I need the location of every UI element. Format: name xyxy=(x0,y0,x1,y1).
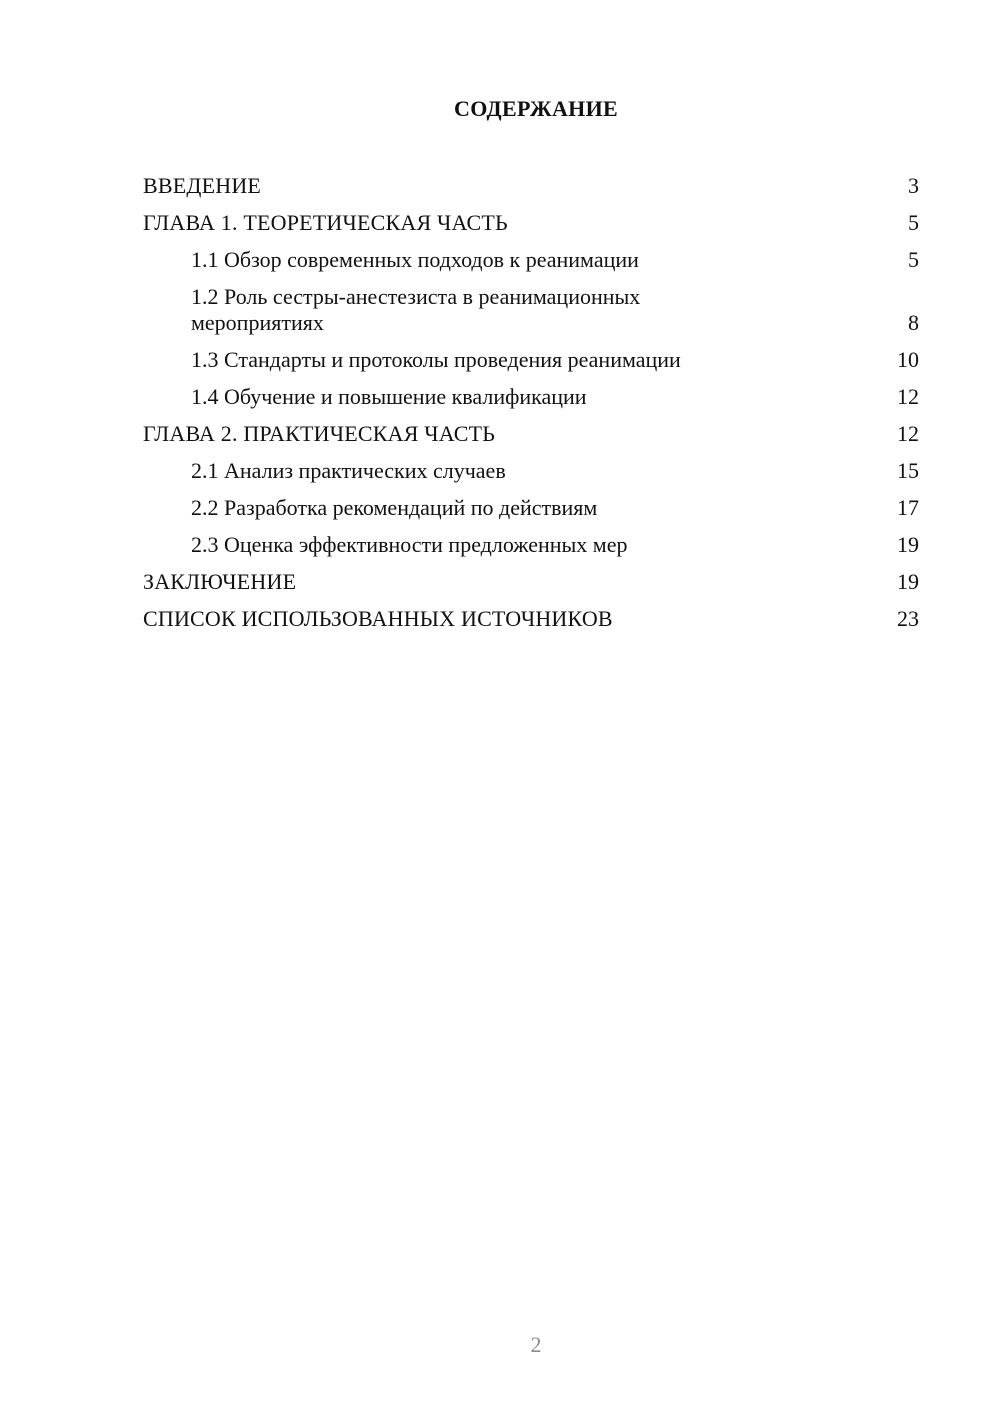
toc-entry-section-2-1 xyxy=(143,453,919,490)
toc-entry-page: 17 xyxy=(897,495,919,520)
table-of-contents xyxy=(143,168,919,638)
toc-entry-page: 8 xyxy=(908,310,919,335)
toc-entry-page: 19 xyxy=(897,532,919,557)
toc-entry-page: 12 xyxy=(897,384,919,409)
toc-entry-page: 15 xyxy=(897,458,919,483)
toc-entry-label: 1.3 Стандарты и протоколы проведения реанимации xyxy=(191,347,681,372)
toc-entry-chapter-1 xyxy=(143,205,919,242)
toc-entry-label: ГЛАВА 1. ТЕОРЕТИЧЕСКАЯ ЧАСТЬ xyxy=(143,210,508,235)
toc-entry-label: ВВЕДЕНИЕ xyxy=(143,173,262,198)
toc-entry-label: ЗАКЛЮЧЕНИЕ xyxy=(143,569,297,594)
toc-entry-introduction xyxy=(143,168,919,205)
toc-entry-label: 1.2 Роль сестры-анестезиста в реанимационных мероприятиях xyxy=(191,284,641,335)
toc-entry-label: 1.4 Обучение и повышение квалификации xyxy=(191,384,587,409)
toc-title: СОДЕРЖАНИЕ xyxy=(454,96,618,121)
toc-entry-label: 2.2 Разработка рекомендаций по действиям xyxy=(191,495,598,520)
toc-entry-section-1-2 xyxy=(143,279,919,342)
toc-entry-section-2-3 xyxy=(143,527,919,564)
toc-entry-section-1-3 xyxy=(143,342,919,379)
toc-entry-page: 5 xyxy=(908,210,919,235)
toc-entry-references xyxy=(143,601,919,638)
toc-entry-page: 10 xyxy=(897,347,919,372)
toc-entry-page: 23 xyxy=(897,606,919,631)
toc-entry-section-1-4 xyxy=(143,379,919,416)
toc-entry-page: 19 xyxy=(897,569,919,594)
toc-entry-label: ГЛАВА 2. ПРАКТИЧЕСКАЯ ЧАСТЬ xyxy=(143,421,496,446)
toc-entry-label: 2.1 Анализ практических случаев xyxy=(191,458,506,483)
page-number: 2 xyxy=(530,1332,542,1357)
toc-entry-label: СПИСОК ИСПОЛЬЗОВАННЫХ ИСТОЧНИКОВ xyxy=(143,606,613,631)
toc-entry-page: 5 xyxy=(908,247,919,272)
toc-entry-page: 12 xyxy=(897,421,919,446)
toc-entry-label: 1.1 Обзор современных подходов к реанимации xyxy=(191,247,639,272)
toc-entry-label: 2.3 Оценка эффективности предложенных мер xyxy=(191,532,628,557)
toc-entry-section-2-2 xyxy=(143,490,919,527)
toc-entry-section-1-1 xyxy=(143,242,919,279)
toc-entry-chapter-2 xyxy=(143,416,919,453)
toc-entry-conclusion xyxy=(143,564,919,601)
toc-entry-page: 3 xyxy=(908,173,919,198)
